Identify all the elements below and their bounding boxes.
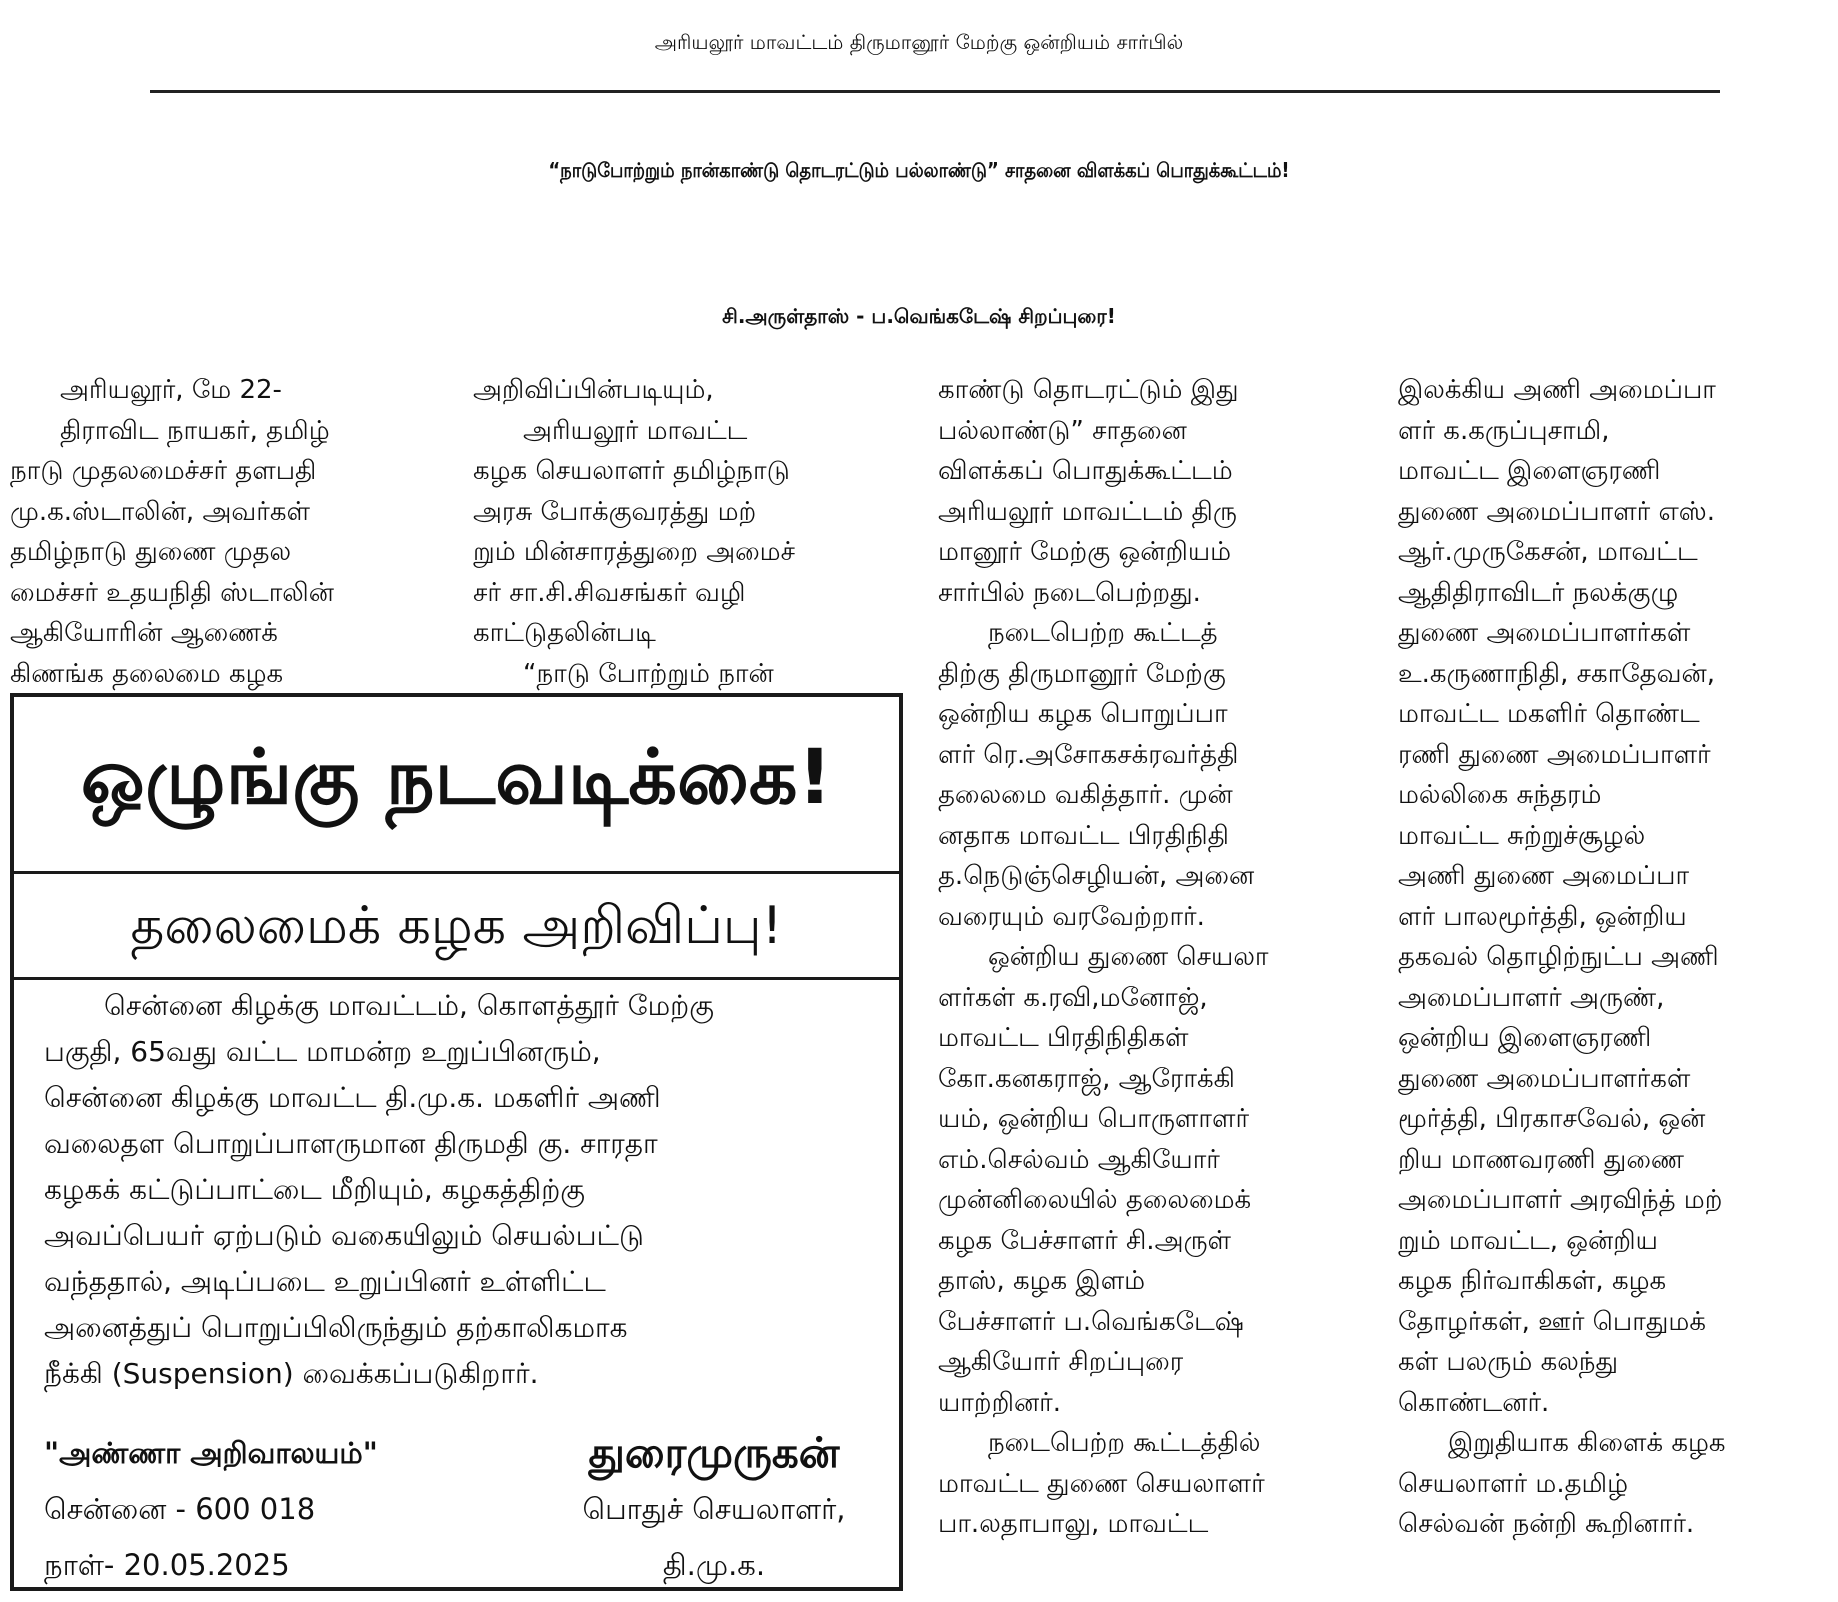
column-line: ஒன்றிய துணை செயலா [988, 942, 1269, 972]
column-line: திராவிட நாயகர், தமிழ் [60, 415, 330, 446]
column-line: காட்டுதலின்படி [473, 618, 656, 648]
column-line: தோழர்கள், ஊர் பொதுமக் [1398, 1306, 1706, 1337]
column-line: துணை அமைப்பாளர்கள் [1398, 618, 1691, 648]
column-line: ளர் க.கருப்புசாமி, [1398, 415, 1610, 446]
column-line: அரசு போக்குவரத்து மற் [473, 496, 757, 527]
column-line: ரணி துணை அமைப்பாளர் [1398, 739, 1711, 770]
column-line: கள் பலரும் கலந்து [1398, 1347, 1619, 1377]
article-column-3 [938, 370, 1370, 1545]
column-line: அரியலூர் மாவட்டம் திரு [938, 496, 1237, 527]
column-line: பல்லாண்டு” சாதனை [938, 415, 1187, 446]
column-line: தாஸ், கழக இளம் [938, 1266, 1146, 1296]
column-line: காண்டு தொடரட்டும் இது [938, 375, 1239, 405]
column-line: திற்கு திருமானூர் மேற்கு [938, 658, 1226, 689]
column-line: ளர் பாலமூர்த்தி, ஒன்றிய [1398, 901, 1687, 932]
column-line: கிணங்க தலைமை கழக [10, 658, 284, 689]
column-line: ஆர்.முருகேசன், மாவட்ட [1398, 537, 1698, 567]
column-line: நடைபெற்ற கூட்டத்தில் [988, 1428, 1261, 1458]
column-line: ஆகியோரின் ஆணைக் [10, 618, 278, 648]
column-line: நாடு முதலமைச்சர் தளபதி [10, 456, 317, 486]
notice-body-line: சென்னை கிழக்கு மாவட்டம், கொளத்தூர் மேற்கு [104, 989, 714, 1022]
notice-body [44, 983, 864, 1397]
column-line: மு.க.ஸ்டாலின், அவர்கள் [10, 496, 310, 527]
column-line: யம், ஒன்றிய பொருளாளர் [938, 1104, 1250, 1134]
column-line: னதாக மாவட்ட பிரதிநிதி [938, 820, 1229, 851]
notice-body-line: கழகக் கட்டுப்பாட்டை மீறியும், கழகத்திற்கு [44, 1173, 585, 1206]
column-line: கோ.கனகராஜ், ஆரோக்கி [938, 1063, 1235, 1094]
notice-subtitle: தலைமைக் கழக அறிவிப்பு! [14, 874, 899, 980]
column-line: ஒன்றிய இளைஞரணி [1398, 1023, 1652, 1053]
notice-body-line: அனைத்துப் பொறுப்பிலிருந்தும் தற்காலிகமாக [44, 1311, 628, 1344]
column-line: கழக நிர்வாகிகள், கழக [1398, 1266, 1667, 1296]
column-line: ஒன்றிய கழக பொறுப்பா [938, 699, 1228, 729]
notice-signature-block [544, 1425, 884, 1593]
notice-body-line: வந்ததால், அடிப்படை உறுப்பினர் உள்ளிட்ட [44, 1265, 606, 1298]
article-column-4 [1398, 370, 1830, 1545]
column-line: “நாடு போற்றும் நான் [523, 658, 774, 689]
column-line: கழக பேச்சாளர் சி.அருள் [938, 1225, 1232, 1256]
notice-address-block [44, 1425, 464, 1593]
column-line: விளக்கப் பொதுக்கூட்டம் [938, 456, 1233, 486]
column-line: ஆதிதிராவிடர் நலக்குழு [1398, 577, 1679, 608]
notice-body-line: அவப்பெயர் ஏற்படும் வகையிலும் செயல்பட்டு [44, 1219, 644, 1252]
notice-body-line: நீக்கி (Suspension) வைக்கப்படுகிறார். [44, 1357, 539, 1390]
column-line: இலக்கிய அணி அமைப்பா [1398, 375, 1716, 405]
column-line: ளர் ரெ.அசோகசக்ரவர்த்தி [938, 739, 1239, 770]
column-line: கொண்டனர். [1398, 1387, 1550, 1418]
column-line: தகவல் தொழிற்நுட்ப அணி [1398, 942, 1719, 972]
column-line: அறிவிப்பின்படியும், [473, 375, 714, 405]
notice-date: நாள்- 20.05.2025 [44, 1548, 290, 1582]
kicker-line: அரியலூர் மாவட்டம் திருமானூர் மேற்கு ஒன்றியம் சார்பில் [654, 30, 1184, 54]
column-line: மாவட்ட இளைஞரணி [1398, 456, 1661, 486]
column-line: கழக செயலாளர் தமிழ்நாடு [473, 456, 790, 486]
column-line: மைச்சர் உதயநிதி ஸ்டாலின் [10, 577, 334, 608]
column-line: த.நெடுஞ்செழியன், அனை [938, 861, 1255, 891]
column-line: மாவட்ட மகளிர் தொண்ட [1398, 699, 1700, 729]
column-line: யாற்றினர். [938, 1387, 1062, 1418]
column-line: ஆகியோர் சிறப்புரை [938, 1347, 1184, 1377]
column-line: முன்னிலையில் தலைமைக் [938, 1185, 1252, 1215]
column-line: துணை அமைப்பாளர்கள் [1398, 1063, 1691, 1094]
headline: “நாடுபோற்றும் நான்காண்டு தொடரட்டும் பல்லாண்டு” சாதனை விளக்கப் பொதுக்கூட்டம்! [548, 158, 1290, 182]
column-line: றும் மாவட்ட, ஒன்றிய [1398, 1225, 1658, 1256]
notice-body-line: சென்னை கிழக்கு மாவட்ட தி.மு.க. மகளிர் அணி [44, 1081, 661, 1114]
column-line: றும் மின்சாரத்துறை அமைச் [473, 537, 796, 567]
column-line: அரியலூர் மாவட்ட [523, 415, 748, 446]
column-line: செயலாளர் ம.தமிழ் [1398, 1468, 1629, 1499]
column-line: துணை அமைப்பாளர் எஸ். [1398, 496, 1715, 527]
disciplinary-notice-box [10, 693, 903, 1591]
column-line: மாவட்ட பிரதிநிதிகள் [938, 1023, 1189, 1053]
column-line: தமிழ்நாடு துணை முதல [10, 537, 292, 567]
header-rule [150, 90, 1720, 93]
column-line: பா.லதாபாலு, மாவட்ட [938, 1509, 1209, 1539]
column-line: சார்பில் நடைபெற்றது. [938, 577, 1201, 608]
column-line: பேச்சாளர் ப.வெங்கடேஷ் [938, 1306, 1244, 1337]
column-line: அணி துணை அமைப்பா [1398, 861, 1690, 891]
column-line: வரையும் வரவேற்றார். [938, 901, 1205, 932]
column-line: செல்வன் நன்றி கூறினார். [1398, 1509, 1695, 1539]
column-line: அமைப்பாளர் அருண், [1398, 982, 1665, 1013]
notice-address: "அண்ணா அறிவாலயம்" [44, 1436, 378, 1470]
notice-signatory: துரைமுருகன் [588, 1428, 840, 1477]
column-line: மானூர் மேற்கு ஒன்றியம் [938, 537, 1232, 567]
column-line: நடைபெற்ற கூட்டத் [988, 618, 1218, 648]
column-line: மூர்த்தி, பிரகாசவேல், ஒன் [1398, 1104, 1706, 1134]
column-line: அமைப்பாளர் அரவிந்த் மற் [1398, 1185, 1723, 1215]
column-line: மாவட்ட துணை செயலாளர் [938, 1468, 1265, 1499]
column-line: இறுதியாக கிளைக் கழக [1448, 1428, 1726, 1458]
subheadline: சி.அருள்தாஸ் - ப.வெங்கடேஷ் சிறப்புரை! [722, 304, 1116, 328]
notice-body-line: பகுதி, 65வது வட்ட மாமன்ற உறுப்பினரும், [44, 1035, 601, 1068]
notice-city: சென்னை - 600 018 [44, 1492, 316, 1526]
article-column-2 [473, 370, 903, 694]
column-line: தலைமை வகித்தார். முன் [938, 780, 1233, 810]
notice-designation: பொதுச் செயலாளர், [582, 1492, 846, 1526]
column-line: மல்லிகை சுந்தரம் [1398, 780, 1602, 810]
column-line: றிய மாணவரணி துணை [1398, 1144, 1684, 1175]
article-column-1 [10, 370, 443, 694]
column-line: உ.கருணாநிதி, சகாதேவன், [1398, 658, 1715, 689]
notice-body-line: வலைதள பொறுப்பாளருமான திருமதி கு. சாரதா [44, 1127, 658, 1160]
column-line: சர் சா.சி.சிவசங்கர் வழி [473, 577, 746, 608]
column-line: எம்.செல்வம் ஆகியோர் [938, 1144, 1220, 1175]
notice-party: தி.மு.க. [662, 1548, 766, 1582]
column-line: ளர்கள் க.ரவி,மனோஜ், [938, 982, 1208, 1013]
dateline: அரியலூர், மே 22- [60, 375, 282, 405]
notice-title: ஒழுங்கு நடவடிக்கை! [14, 697, 899, 874]
column-line: மாவட்ட சுற்றுச்சூழல் [1398, 820, 1646, 851]
